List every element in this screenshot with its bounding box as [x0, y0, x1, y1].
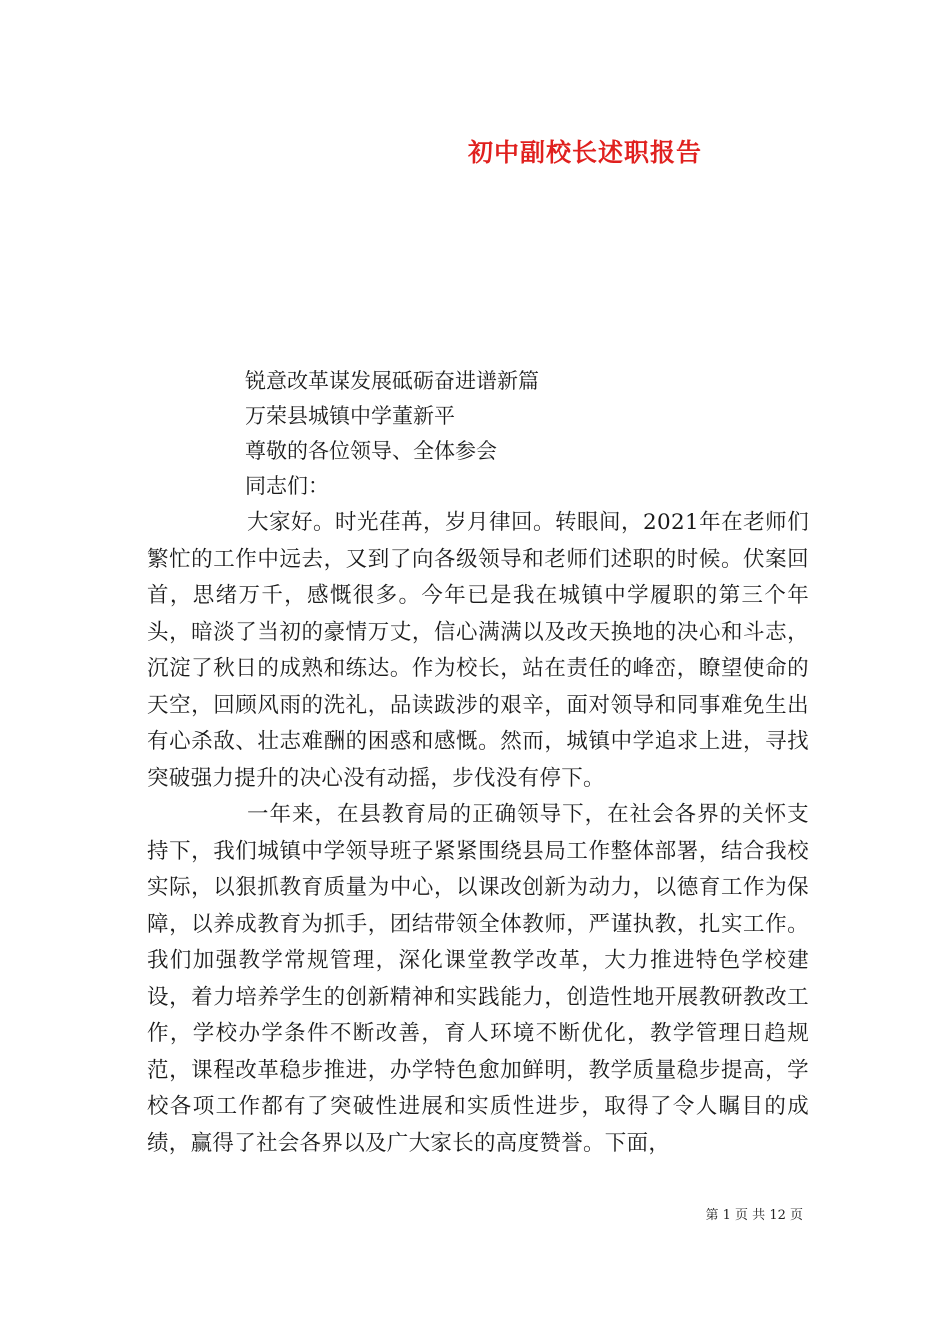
author-line: 万荣县城镇中学董新平 — [245, 404, 455, 428]
subtitle-line: 锐意改革谋发展砥砺奋进谱新篇 — [245, 369, 539, 393]
paragraph: 大家好。时光荏苒，岁月律回。转眼间，2021年在老师们繁忙的工作中远去，又到了向各级领导和老师们述职的时候。伏案回首，思绪万千，感慨很多。今年已是我在城镇中学履职的第三个年头，暗淡了当初的豪情万丈，信心满满以及改天换地的决心和斗志，沉淀了秋日的成熟和练达。作为校长，站在责任的峰峦，瞭望使命的天空，回顾风雨的洗礼，品读跋涉的艰辛，面对领导和同事难免生出有心杀敌、壮志难酬的困惑和感慨。然而，城镇中学追求上进，寻找突破强力提升的决心没有动摇，步伐没有停下。 — [147, 510, 809, 791]
page-number-footer: 第 1 页 共 12 页 — [705, 1208, 803, 1223]
paragraph: 一年来，在县教育局的正确领导下，在社会各界的关怀支持下，我们城镇中学领导班子紧紧围绕县局工作整体部署，结合我校实际，以狠抓教育质量为中心，以课改创新为动力，以德育工作为保障，以养成教育为抓手，团结带领全体教师，严谨执教，扎实工作。我们加强教学常规管理，深化课堂教学改革，大力推进特色学校建设，着力培养学生的创新精神和实践能力，创造性地开展教研教改工作，学校办学条件不断改善，育人环境不断优化，教学管理日趋规范，课程改革稳步推进，办学特色愈加鲜明，教学质量稳步提高，学校各项工作都有了突破性进展和实质性进步，取得了令人瞩目的成绩，赢得了社会各界以及广大家长的高度赞誉。下面， — [147, 802, 809, 1156]
heading-block — [245, 364, 845, 504]
document-title: 初中副校长述职报告 — [468, 138, 703, 167]
body-text — [147, 505, 809, 1162]
salutation-line: 尊敬的各位领导、全体参会 — [245, 439, 497, 463]
salutation-line-cont: 同志们： — [245, 474, 329, 498]
